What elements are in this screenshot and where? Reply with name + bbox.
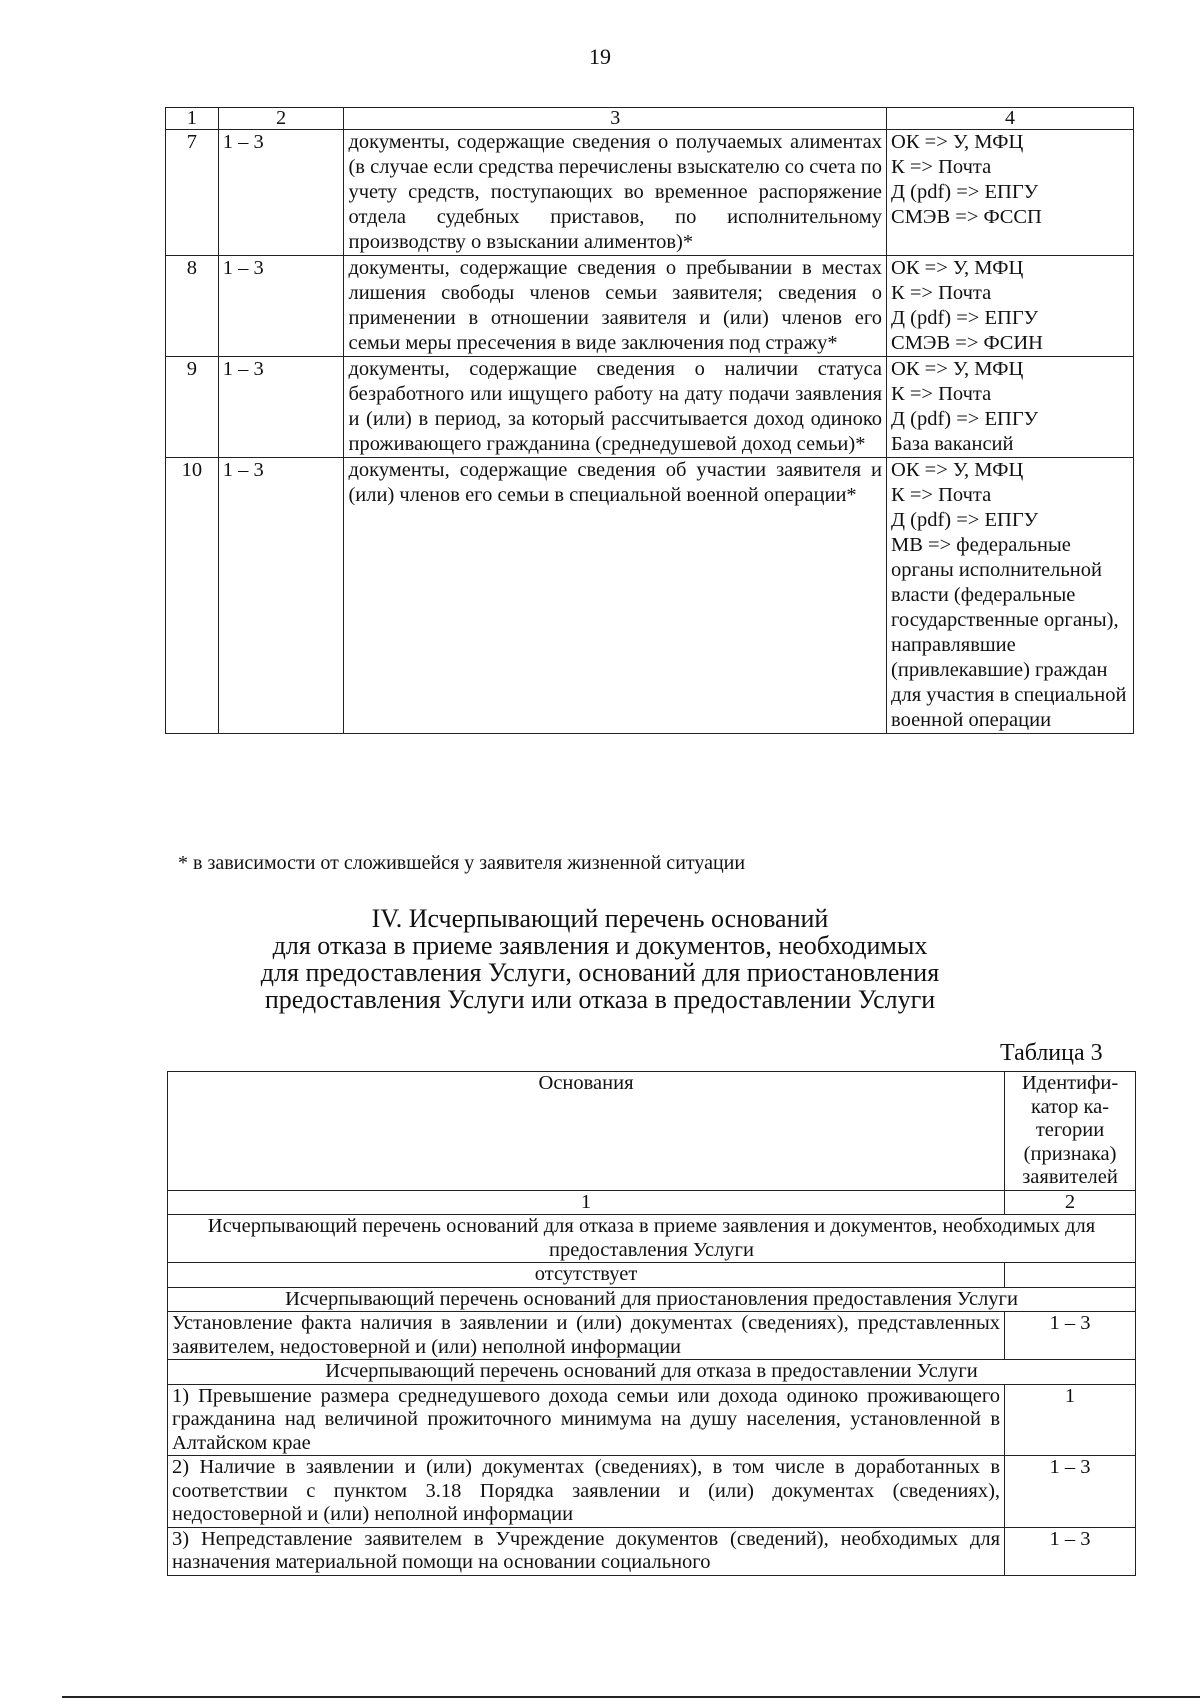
table-row (166, 357, 1134, 458)
table-header-row (168, 1072, 1136, 1191)
column-number-2: 2 (1005, 1190, 1136, 1215)
row-categories: 1 – 3 (218, 130, 344, 256)
section-refusal-acceptance: Исчерпывающий перечень оснований для отказа в приеме заявления и документов, необходимых для предоставления Услуги (168, 1215, 1136, 1263)
section-heading: IV. Исчерпывающий перечень оснований для отказа в приеме заявления и документов, необходимых для предоставления Услуги, оснований для приостановления предоставления Услуги или отказа в предоставлении Услуги (260, 904, 940, 1014)
row-categories: 1 – 3 (218, 256, 344, 357)
footnote: * в зависимости от сложившейся у заявителя жизненной ситуации (178, 852, 746, 874)
header-cell-1: 1 (166, 108, 219, 130)
section-row (168, 1287, 1136, 1312)
section-row (168, 1215, 1136, 1263)
column-number-row (168, 1190, 1136, 1215)
header-cell-4: 4 (887, 108, 1134, 130)
row-number: 8 (166, 256, 219, 357)
row-categories: 1 – 3 (218, 458, 344, 734)
absent-cell: отсутствует (168, 1263, 1005, 1288)
refusal-ground: 1) Превышение размера среднедушевого дохода семьи или дохода одиноко проживающего гражданина над величиной прожиточного минимума на душу населения, установленной в Алтайском крае (168, 1384, 1005, 1456)
section-refusal: Исчерпывающий перечень оснований для отказа в предоставлении Услуги (168, 1360, 1136, 1385)
header-cell-2: 2 (218, 108, 344, 130)
refusal-identifier: 1 – 3 (1005, 1527, 1136, 1575)
table-row (168, 1527, 1136, 1575)
row-channels: ОК => У, МФЦ К => Почта Д (pdf) => ЕПГУ СМЭВ => ФССП (887, 130, 1134, 256)
table-row (166, 256, 1134, 357)
table-row (168, 1456, 1136, 1528)
table-caption: Таблица 3 (1000, 1040, 1103, 1066)
row-number: 7 (166, 130, 219, 256)
grounds-header: Основания (168, 1072, 1005, 1191)
header-cell-3: 3 (344, 108, 887, 130)
table-row (168, 1384, 1136, 1456)
row-documents: документы, содержащие сведения о наличии статуса безработного или ищущего работу на дату подачи заявления и (или) в период, за который рассчитывается доход одиноко проживающего гражданина (среднедушевой доход семьи)* (344, 357, 887, 458)
suspension-identifier: 1 – 3 (1005, 1312, 1136, 1360)
bottom-divider (62, 1696, 1200, 1698)
table-header-row (166, 108, 1134, 130)
page-number: 19 (589, 44, 611, 69)
section-row (168, 1360, 1136, 1385)
table-row (168, 1312, 1136, 1360)
row-documents: документы, содержащие сведения об участии заявителя и (или) членов его семьи в специальной военной операции* (344, 458, 887, 734)
row-number: 9 (166, 357, 219, 458)
refusal-ground: 2) Наличие в заявлении и (или) документах (сведениях), в том числе в доработанных в соответствии с пунктом 3.18 Порядка заявлении и (или) документах (сведениях), недостоверной и (или) неполной информации (168, 1456, 1005, 1528)
row-channels: ОК => У, МФЦ К => Почта Д (pdf) => ЕПГУ СМЭВ => ФСИН (887, 256, 1134, 357)
row-channels: ОК => У, МФЦ К => Почта Д (pdf) => ЕПГУ МВ => федеральные органы исполнительной власти (федеральные государственные органы), направлявшие (привлекавшие) граждан для участия в специальной военной операции (887, 458, 1134, 734)
empty-cell (1005, 1263, 1136, 1288)
row-number: 10 (166, 458, 219, 734)
section-suspension: Исчерпывающий перечень оснований для приостановления предоставления Услуги (168, 1287, 1136, 1312)
column-number-1: 1 (168, 1190, 1005, 1215)
row-categories: 1 – 3 (218, 357, 344, 458)
row-documents: документы, содержащие сведения о получаемых алиментах (в случае если средства перечислены взыскателю со счета по учету средств, поступающих во временное распоряжение отдела судебных приставов, по исполнительному производству о взыскании алиментов)* (344, 130, 887, 256)
refusal-ground: 3) Непредставление заявителем в Учреждение документов (сведений), необходимых для назначения материальной помощи на основании социального (168, 1527, 1005, 1575)
row-channels: ОК => У, МФЦ К => Почта Д (pdf) => ЕПГУ База вакансий (887, 357, 1134, 458)
refusal-identifier: 1 – 3 (1005, 1456, 1136, 1528)
refusal-identifier: 1 (1005, 1384, 1136, 1456)
table-row (168, 1263, 1136, 1288)
suspension-ground: Установление факта наличия в заявлении и (или) документах (сведениях), представленных заявителем, недостоверной и (или) неполной информации (168, 1312, 1005, 1360)
table-row (166, 130, 1134, 256)
documents-table (165, 107, 1134, 734)
identifier-header: Идентифи- катор ка- тегории (признака) заявителей (1005, 1072, 1136, 1191)
row-documents: документы, содержащие сведения о пребывании в местах лишения свободы членов семьи заявителя; сведения о применении в отношении заявителя и (или) членов его семьи меры пресечения в виде заключения под стражу* (344, 256, 887, 357)
grounds-table (167, 1071, 1136, 1576)
table-row (166, 458, 1134, 734)
